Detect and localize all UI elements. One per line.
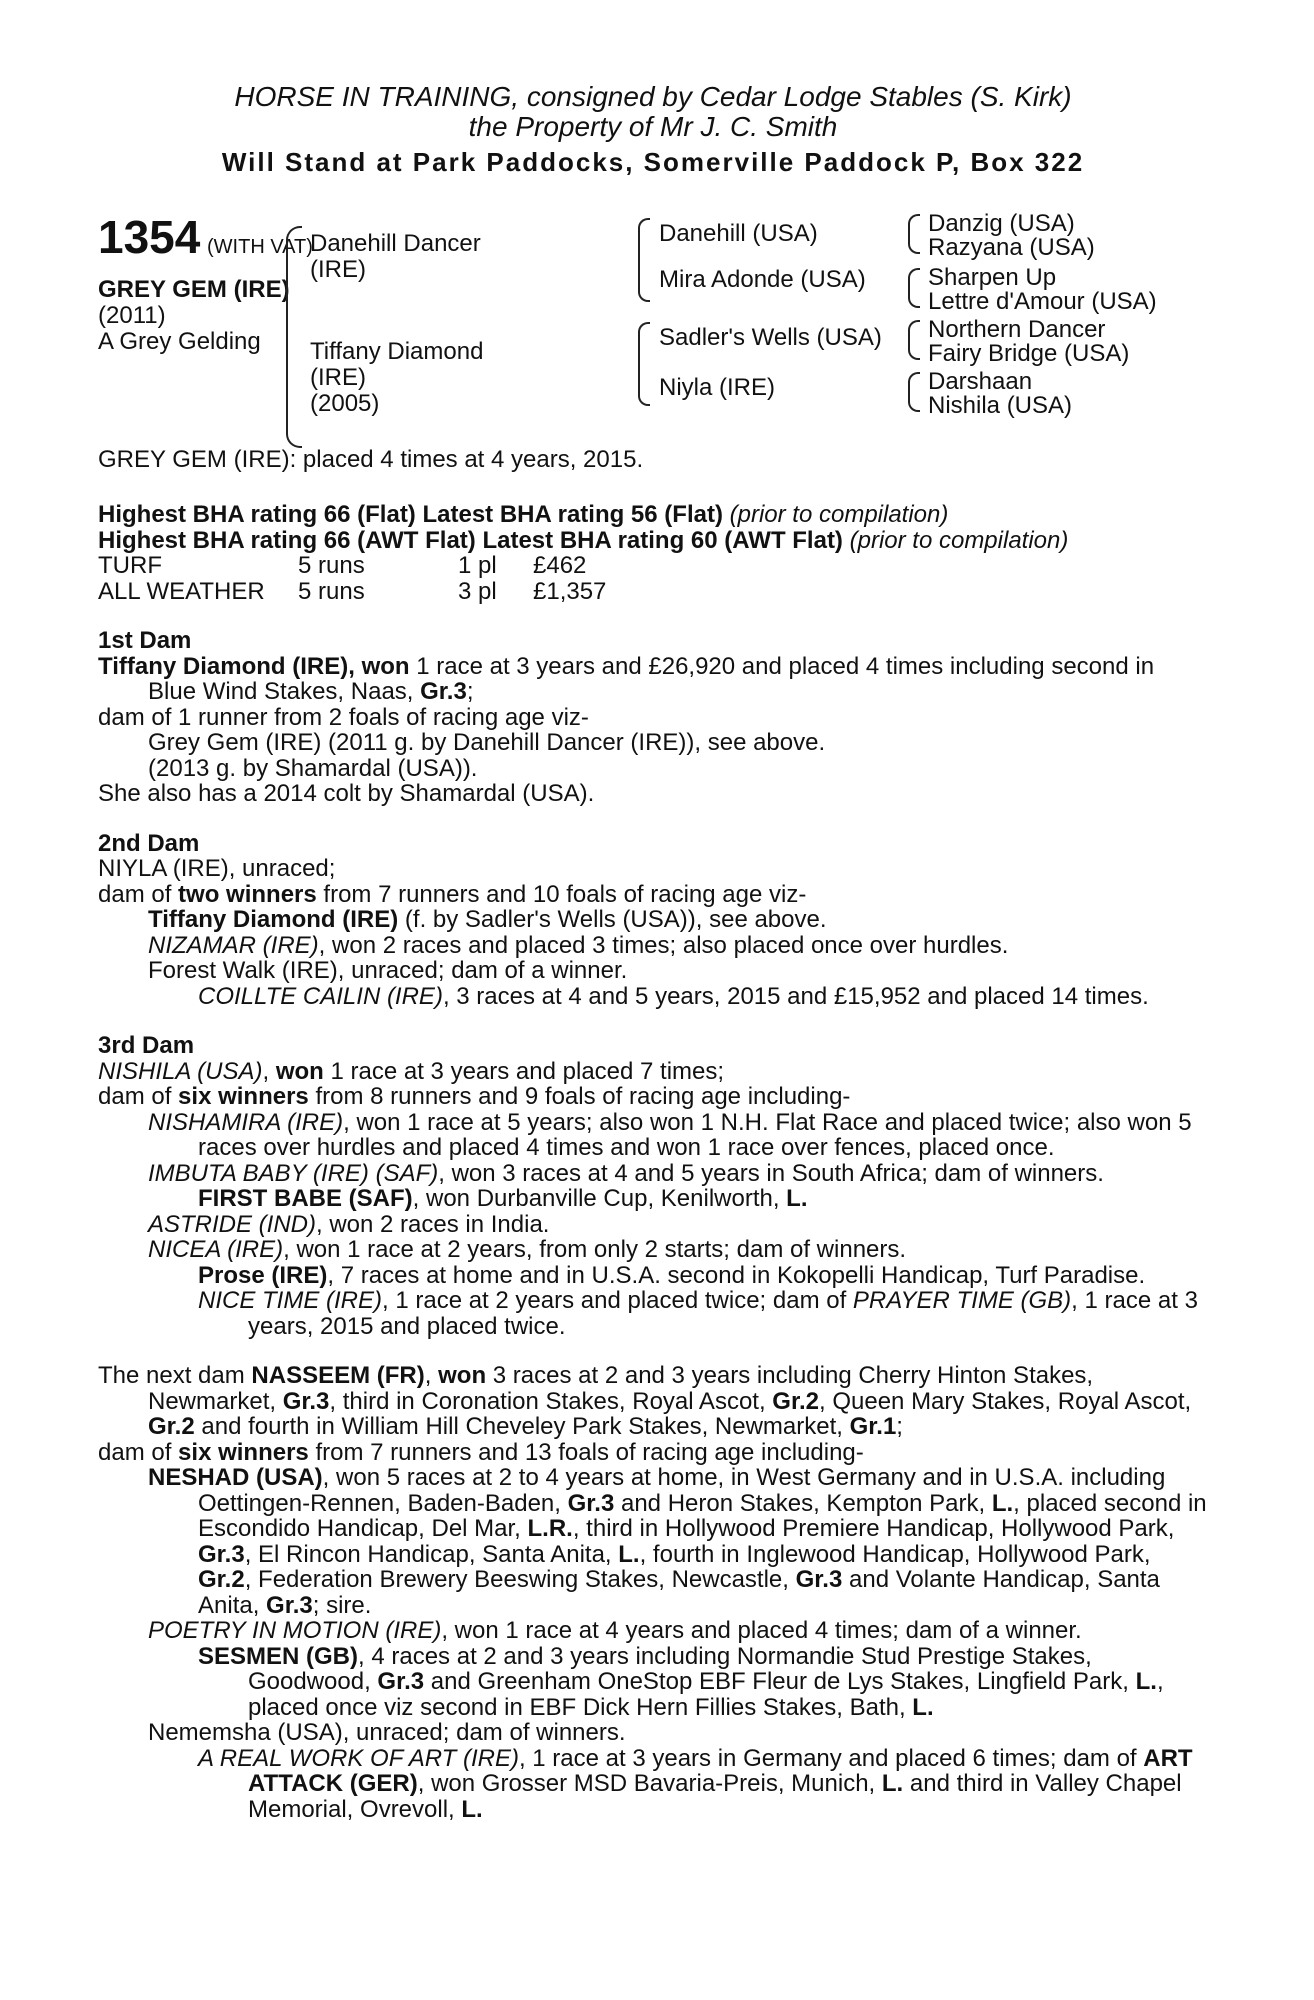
- catalogue-page: [98, 82, 1208, 1822]
- ssd: Razyana (USA): [928, 234, 1095, 261]
- pedigree-block: [98, 210, 1208, 473]
- sire-parents-bracket: [638, 218, 650, 302]
- horse-description: A Grey Gelding: [98, 328, 261, 355]
- dam-sire: Sadler's Wells (USA): [659, 324, 882, 351]
- flat-rating: Highest BHA rating 66 (Flat) Latest BHA rating 56 (Flat) (prior to compilation): [98, 501, 949, 528]
- lot-number: 1354: [98, 211, 201, 263]
- dam-year: (2005): [310, 390, 380, 417]
- dam-country: (IRE): [310, 364, 366, 391]
- gp-bracket-4: [908, 372, 920, 412]
- third-dam-section: 3rd Dam NISHILA (USA), won 1 race at 3 years and placed 7 times; dam of six winners from 8 runners and 9 foals of racing age including- NISHAMIRA (IRE), won 1 race at 5 years; also won 1 N.H. Flat Race and placed twice; also won 5 races over hurdles and placed 4 times and won 1 race over fences, placed once. IMBUTA BABY (IRE) (SAF), won 3 races at 4 and 5 years in South Africa; dam of winners. FIRST BABE (SAF), won Durbanville Cup, Kenilworth, L. ASTRIDE (IND), won 2 races in India. NICEA (IRE), won 1 race at 2 years, from only 2 starts; dam of winners. Prose (IRE), 7 races at home and in U.S.A. second in Kokopelli Handicap, Turf Paradise. NICE TIME (IRE), 1 race at 2 years and placed twice; dam of PRAYER TIME (GB), 1 race at 3 years, 2015 and placed twice.: [98, 1033, 1208, 1339]
- dam-dam: Niyla (IRE): [659, 374, 776, 401]
- sdd: Lettre d'Amour (USA): [928, 288, 1157, 315]
- table-row: TURF 5 runs 1 pl £462: [98, 552, 587, 579]
- race-summary: GREY GEM (IRE): placed 4 times at 4 years, 2015.: [98, 446, 644, 473]
- section-heading: 1st Dam: [98, 627, 192, 654]
- sire-country: (IRE): [310, 256, 366, 283]
- ddd: Nishila (USA): [928, 392, 1073, 419]
- gp-bracket-3: [908, 320, 920, 360]
- dss: Northern Dancer: [928, 316, 1106, 343]
- table-row: ALL WEATHER 5 runs 3 pl £1,357: [98, 577, 607, 605]
- first-dam-section: 1st Dam Tiffany Diamond (IRE), won 1 race at 3 years and £26,920 and placed 4 times including second in Blue Wind Stakes, Naas, Gr.3; dam of 1 runner from 2 foals of racing age viz- Grey Gem (IRE) (2011 g. by Danehill Dancer (IRE)), see above. (2013 g. by Shamardal (USA)). She also has a 2014 colt by Shamardal (USA).: [98, 628, 1208, 807]
- gp-bracket-2: [908, 268, 920, 308]
- foaling-year: (2011): [98, 302, 166, 329]
- sire-dam: Mira Adonde (USA): [659, 266, 866, 293]
- sire-dam-bracket: [286, 226, 302, 448]
- consignor-line: HORSE IN TRAINING, consigned by Cedar Lodge Stables (S. Kirk): [234, 81, 1072, 112]
- dam-name: Tiffany Diamond: [310, 338, 484, 365]
- sire-name: Danehill Dancer: [310, 230, 481, 257]
- vat-note: (WITH VAT): [207, 236, 313, 258]
- section-heading: 2nd Dam: [98, 829, 200, 857]
- second-dam-section: 2nd Dam NIYLA (IRE), unraced; dam of two winners from 7 runners and 10 foals of racing age viz- Tiffany Diamond (IRE) (f. by Sadler's Wells (USA)), see above. NIZAMAR (IRE), won 2 races and placed 3 times; also placed once over hurdles. Forest Walk (IRE), unraced; dam of a winner. COILLTE CAILIN (IRE), 3 races at 4 and 5 years, 2015 and £15,952 and placed 14 times.: [98, 831, 1208, 1010]
- next-dam-section: The next dam NASSEEM (FR), won 3 races at 2 and 3 years including Cherry Hinton Stakes, Newmarket, Gr.3, third in Coronation Stakes, Royal Ascot, Gr.2, Queen Mary Stakes, Royal Ascot, Gr.2 and fourth in William Hill Cheveley Park Stakes, Newmarket, Gr.1; dam of six winners from 7 runners and 13 foals of racing age including- NESHAD (USA), won 5 races at 2 to 4 years at home, in West Germany and in U.S.A. including Oettingen-Rennen, Baden-Baden, Gr.3 and Heron Stakes, Kempton Park, L., placed second in Escondido Handicap, Del Mar, L.R., third in Hollywood Premiere Handicap, Hollywood Park, Gr.3, El Rincon Handicap, Santa Anita, L., fourth in Inglewood Handicap, Hollywood Park, Gr.2, Federation Brewery Beeswing Stakes, Newcastle, Gr.3 and Volante Handicap, Santa Anita, Gr.3; sire. POETRY IN MOTION (IRE), won 1 race at 4 years and placed 4 times; dam of a winner. SESMEN (GB), 4 races at 2 and 3 years including Normandie Stud Prestige Stakes, Goodwood, Gr.3 and Greenham OneStop EBF Fleur de Lys Stakes, Lingfield Park, L., placed once viz second in EBF Dick Hern Fillies Stakes, Bath, L. Nememsha (USA), unraced; dam of winners. A REAL WORK OF ART (IRE), 1 race at 3 years in Germany and placed 6 times; dam of ART ATTACK (GER), won Grosser MSD Bavaria-Preis, Munich, L. and third in Valley Chapel Memorial, Ovrevoll, L.: [98, 1362, 1207, 1823]
- lot-number-line: [98, 210, 313, 264]
- gp-bracket-1: [908, 214, 920, 254]
- dds: Darshaan: [928, 368, 1033, 395]
- runs-table: [98, 553, 606, 604]
- section-heading: 3rd Dam: [98, 1032, 195, 1059]
- property-line: the Property of Mr J. C. Smith: [468, 111, 838, 142]
- dsd: Fairy Bridge (USA): [928, 340, 1130, 367]
- sire-sire: Danehill (USA): [659, 220, 818, 247]
- stabling-line: Will Stand at Park Paddocks, Somerville Paddock P, Box 322: [221, 147, 1085, 177]
- horse-name: GREY GEM (IRE): [98, 276, 290, 303]
- sds: Sharpen Up: [928, 264, 1057, 291]
- awt-rating: Highest BHA rating 66 (AWT Flat) Latest BHA rating 60 (AWT Flat) (prior to compilation): [98, 526, 1069, 554]
- dam-parents-bracket: [638, 322, 650, 406]
- ratings-section: [98, 502, 1208, 604]
- sss: Danzig (USA): [928, 210, 1075, 237]
